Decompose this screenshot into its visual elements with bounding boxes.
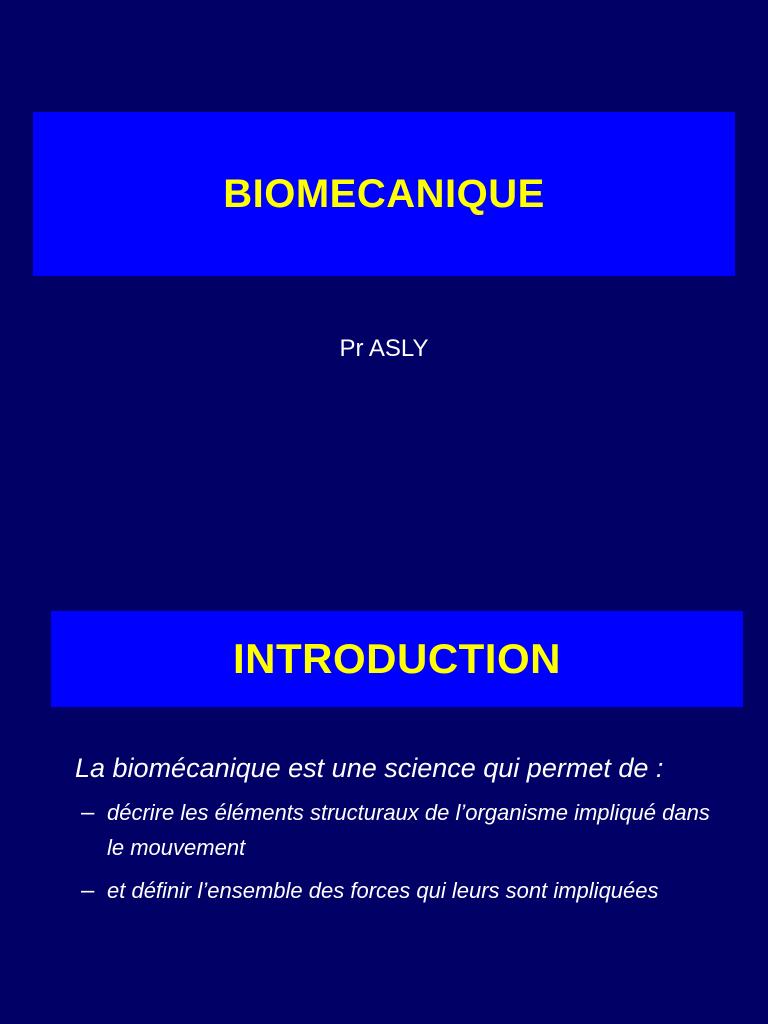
intro-paragraph: La biomécanique est une science qui permet de : [75, 753, 664, 783]
section-banner [51, 611, 743, 707]
bullet-dash: – [81, 877, 95, 904]
bullet-text: décrire les éléments structuraux de l’organisme impliqué dans le mouvement [107, 800, 710, 860]
slide-introduction [0, 512, 768, 1024]
presentation-title: BIOMECANIQUE [223, 171, 545, 216]
slide-body [75, 752, 715, 916]
bullet-item [73, 795, 715, 865]
presenter-name: Pr ASLY [339, 335, 429, 362]
bullet-text: et définir l’ensemble des forces qui leurs sont impliquées [107, 878, 659, 903]
section-title: INTRODUCTION [233, 635, 561, 682]
bullet-dash: – [81, 799, 95, 826]
title-banner [33, 112, 735, 276]
bullet-item [73, 873, 715, 908]
